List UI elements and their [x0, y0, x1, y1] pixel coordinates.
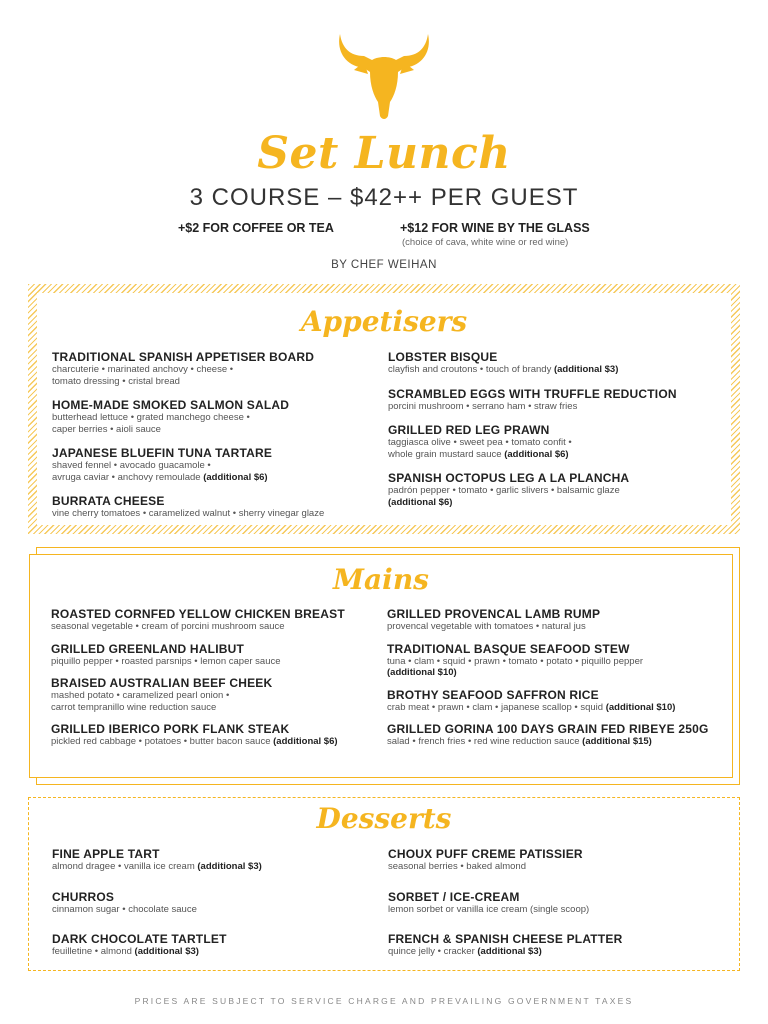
menu-item-description-text: lemon sorbet or vanilla ice cream (single scoop): [388, 903, 590, 915]
appetisers-title: Appetisers: [300, 305, 468, 338]
menu-item-name: SORBET / ICE-CREAM: [388, 889, 520, 904]
desserts-title: Desserts: [316, 802, 452, 835]
additional-price: (additional $15): [582, 736, 652, 747]
menu-item-name: BROTHY SEAFOOD SAFFRON RICE: [387, 687, 599, 702]
menu-item: [387, 607, 729, 633]
additional-price: (additional $6): [203, 471, 268, 483]
menu-item-description-text: quince jelly • cracker: [388, 946, 475, 957]
mains-right-column: [387, 607, 729, 748]
chef-credit: BY CHEF WEIHAN: [331, 259, 437, 271]
menu-item-description-text: crab meat • prawn • clam • japanese scallop • squid: [387, 701, 604, 713]
menu-item: [52, 350, 372, 387]
additional-price: (additional $3): [134, 946, 199, 957]
additional-price: (additional $6): [388, 496, 453, 508]
menu-item-description-text: feuilletine • almond: [52, 946, 135, 957]
menu-item: [388, 350, 728, 376]
menu-item-name: TRADITIONAL BASQUE SEAFOOD STEW: [387, 641, 630, 656]
menu-item-name: LOBSTER BISQUE: [388, 350, 498, 364]
menu-item-description-text: shaved fennel • avocado guacamole • avruga caviar • anchovy remoulade: [52, 460, 211, 483]
menu-item-name: HOME-MADE SMOKED SALMON SALAD: [52, 398, 290, 412]
menu-item-name: GRILLED IBERICO PORK FLANK STEAK: [51, 722, 290, 736]
menu-item-description-text: porcini mushroom • serrano ham • straw fries: [388, 400, 578, 412]
menu-item-description: [387, 736, 729, 748]
menu-item: [388, 847, 728, 873]
menu-item-description-text: salad • french fries • red wine reduction sauce: [387, 736, 580, 747]
appetisers-section: [28, 284, 740, 534]
menu-item-description-text: provencal vegetable with tomatoes • natural jus: [387, 621, 586, 632]
menu-item-description: [52, 364, 372, 387]
menu-item-name: TRADITIONAL SPANISH APPETISER BOARD: [52, 350, 315, 364]
menu-item-description: [387, 702, 729, 714]
menu-item: [387, 722, 729, 748]
menu-item-description: [52, 946, 372, 958]
menu-item: [388, 423, 728, 460]
menu-item-description: [52, 412, 372, 435]
menu-item-name: DARK CHOCOLATE TARTLET: [52, 932, 227, 946]
price-subtitle: 3 COURSE – $42++ PER GUEST: [189, 184, 579, 211]
menu-item: [51, 642, 381, 668]
additional-price: (additional $10): [605, 701, 676, 713]
menu-item: [387, 642, 729, 679]
menu-item-description: [52, 508, 372, 520]
menu-item-description-text: seasonal vegetable • cream of porcini mushroom sauce: [51, 621, 285, 632]
menu-item-description-text: clayfish and croutons • touch of brandy: [388, 364, 552, 375]
mains-title: Mains: [333, 563, 429, 596]
menu-item-name: FINE APPLE TART: [52, 847, 160, 861]
appetisers-left-column: [52, 350, 372, 520]
menu-item: [51, 722, 381, 748]
menu-item-description: [51, 656, 381, 668]
bull-head-logo: [334, 30, 434, 122]
menu-item-name: ROASTED CORNFED YELLOW CHICKEN BREAST: [51, 607, 345, 621]
menu-item-description-text: cinnamon sugar • chocolate sauce: [52, 903, 197, 915]
menu-item: [388, 890, 728, 916]
additional-price: (additional $6): [504, 448, 569, 460]
menu-item-name: SCRAMBLED EGGS WITH TRUFFLE REDUCTION: [388, 386, 677, 401]
menu-item: [387, 688, 729, 714]
menu-item: [52, 847, 372, 873]
menu-item-description: [388, 946, 728, 958]
wine-addon: +$12 FOR WINE BY THE GLASS: [400, 221, 590, 235]
menu-item-description: [388, 904, 728, 916]
menu-item-description: [52, 904, 372, 916]
menu-item-description: [51, 690, 381, 713]
menu-item-name: GRILLED PROVENCAL LAMB RUMP: [387, 607, 601, 621]
menu-item-description-text: vine cherry tomatoes • caramelized walnut • sherry vinegar glaze: [52, 508, 325, 519]
menu-item: [51, 676, 381, 713]
menu-item-description-text: seasonal berries • baked almond: [388, 861, 526, 872]
menu-item: [52, 446, 372, 483]
menu-item-name: CHOUX PUFF CREME PATISSIER: [388, 847, 583, 861]
menu-item: [388, 471, 728, 508]
tax-footer: PRICES ARE SUBJECT TO SERVICE CHARGE AND PREVAILING GOVERNMENT TAXES: [134, 996, 634, 1006]
menu-item-description: [388, 401, 728, 413]
menu-item-description: [388, 485, 728, 508]
additional-price: (additional $3): [553, 364, 619, 375]
menu-item-description: [387, 656, 729, 679]
menu-item-name: GRILLED GORINA 100 DAYS GRAIN FED RIBEYE 250G: [387, 722, 709, 736]
menu-item-name: BURRATA CHEESE: [52, 494, 165, 508]
mains-left-column: [51, 607, 381, 748]
desserts-left-column: [52, 847, 372, 958]
additional-price: (additional $3): [477, 946, 542, 957]
menu-item-description: [388, 437, 728, 460]
page-title: Set Lunch: [257, 128, 511, 179]
menu-item-description: [388, 364, 728, 376]
menu-item-description-text: charcuterie • marinated anchovy • cheese • tomato dressing • cristal bread: [52, 364, 234, 387]
desserts-section: [28, 797, 740, 971]
menu-item-name: FRENCH & SPANISH CHEESE PLATTER: [388, 932, 623, 946]
menu-item-description: [51, 621, 381, 633]
desserts-right-column: [388, 847, 728, 958]
menu-item-description-text: piquillo pepper • roasted parsnips • lemon caper sauce: [51, 655, 281, 667]
additional-price: (additional $10): [387, 667, 457, 678]
menu-item-description-text: butterhead lettuce • grated manchego cheese • caper berries • aioli sauce: [52, 412, 250, 435]
menu-item-description: [51, 736, 381, 748]
menu-item-description: [388, 861, 728, 873]
menu-item-name: SPANISH OCTOPUS LEG A LA PLANCHA: [388, 471, 630, 485]
menu-item-description-text: taggiasca olive • sweet pea • tomato confit • whole grain mustard sauce: [388, 437, 572, 460]
coffee-addon: +$2 FOR COFFEE OR TEA: [178, 221, 334, 235]
menu-item: [52, 398, 372, 435]
menu-item-name: GRILLED GREENLAND HALIBUT: [51, 641, 244, 656]
menu-item: [52, 890, 372, 916]
menu-item: [388, 387, 728, 413]
menu-item: [52, 494, 372, 520]
menu-item: [388, 932, 728, 958]
menu-item-description: [52, 861, 372, 873]
menu-item: [51, 607, 381, 633]
additional-price: (additional $6): [273, 736, 338, 747]
additional-price: (additional $3): [197, 861, 262, 872]
menu-item-name: BRAISED AUSTRALIAN BEEF CHEEK: [51, 676, 273, 690]
menu-item-description: [52, 460, 372, 483]
menu-item-description: [387, 621, 729, 633]
menu-item-description-text: tuna • clam • squid • prawn • tomato • potato • piquillo pepper: [387, 655, 644, 667]
mains-section: [29, 554, 733, 778]
menu-item-name: GRILLED RED LEG PRAWN: [388, 423, 550, 437]
menu-item-name: JAPANESE BLUEFIN TUNA TARTARE: [52, 446, 273, 460]
menu-item-description-text: pickled red cabbage • potatoes • butter bacon sauce: [51, 736, 271, 747]
menu-item-name: CHURROS: [52, 889, 115, 904]
wine-note: (choice of cava, white wine or red wine): [402, 237, 569, 248]
appetisers-right-column: [388, 350, 728, 508]
menu-item-description-text: mashed potato • caramelized pearl onion • carrot tempranillo wine reduction sauce: [51, 690, 230, 713]
menu-item: [52, 932, 372, 958]
menu-item-description-text: padrón pepper • tomato • garlic slivers • balsamic glaze: [388, 485, 620, 496]
menu-item-description-text: almond dragee • vanilla ice cream: [52, 861, 195, 872]
